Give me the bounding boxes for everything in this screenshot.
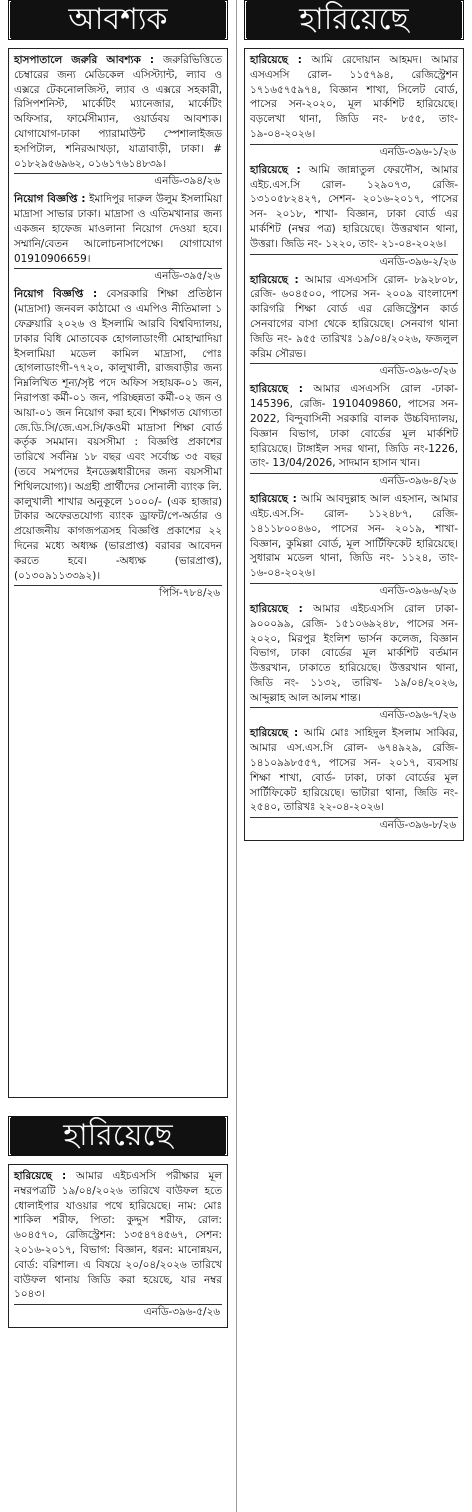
ad-code: এনডি-৩৯৫/২৬ [14, 268, 222, 283]
lost-ads-box [8, 1164, 228, 1328]
ad-code: এনডি-৩৯৬-১/২৬ [250, 144, 458, 159]
ads-box [244, 48, 464, 841]
left-column [8, 0, 228, 1328]
classified-ad: হারিয়েছে : আমার এসএসসি রোল- ৮৯২৮০৮, রেজি- ৬০৪৫০০, পাসের সন- ২০০৯ বাংলাদেশ কারিগরি শিক্ষা বোর্ড এর রেজিস্ট্রেশন কার্ড সেনবাগের বাসা থেকে হারিয়েছে। সেনবাগ থানা জিডি নং- ৯৫৫ তারিখঃ ১৯/০৪/২০২৬, ফজলুল করিম সৌরভ। [250, 273, 459, 360]
ad-code: এনডি-৩৯৬-২/২৬ [250, 254, 458, 269]
classified-ad: হারিয়েছে : আমার এইচএসসি রোল ঢাকা- ৯০০০৯৯, রেজি- ১৫১০৬৯২৪৮, পাসের সন- ২০২০, মিরপুর ইংলিশ ভার্সন কলেজ, বিজ্ঞান বিভাগ, ঢাকা বোর্ডের মূল মার্কশিট বর্তমান উত্তরখান, ঢাকাতে হারিয়েছে। উত্তরখান থানা, জিডি নং- ১১৩২, তারিখ- ১৯/০৪/২০২৬, আব্দুল্লাহ আল আলম শান্ত। [250, 602, 458, 704]
classified-ad: হারিয়েছে : আমার এইচএসসি পরীক্ষার মূল নম্বরপত্রটি ১৯/০৪/২০২৬ তারিখে বাউফল হতে ধোলাইপার যাওয়ার পথে হারিয়েছে। নাম: মোঃ শাকিল শরীফ, পিতা: কুদ্দুস শরীফ, রোল: ৬০৪৫৭০, রেজিস্ট্রেশন: ১৩৫৪৭৪৫৬৭, সেশন: ২০১৬-২০১৭, বিভাগ: বিজ্ঞান, ধরন: মানোন্নয়ন, বোর্ড: বরিশাল। এ বিষয়ে ২০/০৪/২০২৬ তারিখে বাউফল থানায় জিডি করা হয়েছে, যার নম্বর ১০৪৩। [14, 1170, 222, 1301]
ad-code: এনডি-৩৯৬-৭/২৬ [250, 707, 458, 722]
classified-ad: হারিয়েছে : আমি মোঃ সাহিদুল ইসলাম সাব্বির, আমার এস.এস.সি রোল- ৬৭৪৯২৯, রেজি- ১৪১০৯৯৮৫৫৭, পাসের সন- ২০১৭, ব্যবসায় শিক্ষা শাখা, বোর্ড- ঢাকা, ঢাকা বোর্ডের মূল সার্টিফিকেট হারিয়েছে। ভাটারা থানা, জিডি নং- ২৫৪০, তারিখঃ ২২-০৪-২০২৬। [250, 727, 458, 814]
ad-code: এনডি-৩৯৬-৪/২৬ [250, 473, 458, 488]
ad-code: এনডি-৩৯৬-৫/২৬ [14, 1304, 222, 1319]
ad-code: এনডি-৩৯৪/২৬ [14, 173, 222, 188]
ad-code: এনডি-৩৯৬-৬/২৬ [250, 583, 458, 598]
classified-ad: নিয়োগ বিজ্ঞপ্তি : বেসরকারি শিক্ষা প্রতিষ্ঠান (মাদ্রাসা) জনবল কাঠামো ও এমপিও নীতিমালা ১ ফেব্রুয়ারি ২০২৬ ও ইসলামি আরবি বিশ্ববিদ্যালয়, ঢাকার বিধি মোতাবেক হোগলাডাংগী মোহাম্মাদিয়া ইসলামিয়া মডেল কামিল মাদ্রাসা, পোঃ হোগলাডাংগী-৭৭২০, কালুখালী, রাজবাড়ীর জন্য নিম্নলিখিত শূন্য/সৃষ্ট পদে অফিস সহায়ক-০১ জন, নিরাপত্তা কর্মী-০১ জন, পরিচ্ছন্নতা কর্মী-০২ জন ও আয়া-০১ জন নিয়োগ করা হবে। শিক্ষাগত যোগ্যতা জে.ডি.সি/জে.এস.সি/কওমী মাদ্রাসা শিক্ষা বোর্ড কর্তৃক সমমান। বয়সসীমা : বিজ্ঞপ্তি প্রকাশের তারিখে সর্বনিম্ন ১৮ বছর এবং সর্বোচ্চ ৩৫ বছর (তবে সমপদের ইনডেক্সধারীদের জন্য বয়সসীমা শিথিলযোগ্য)। অগ্রহী প্রার্থীদের সোনালী ব্যাংক লি. কালুখালী শাখার অনুকূলে ১০০০/- (এক হাজার) টাকার অফেরতযোগ্য ব্যাংক ড্রাফট/পে-অর্ডার ও প্রয়োজনীয় কাগজপত্রসহ বিজ্ঞপ্তি প্রকাশের ২২ দিনের মধ্যে অধ্যক্ষ (ভারপ্রাপ্ত) বরাবর আবেদন করতে হবে। -অধ্যক্ষ (ভারপ্রাপ্ত), (০১৩০৯১১৩৩৯২)। [14, 288, 222, 582]
section-header-lost: হারিয়েছে [8, 1116, 228, 1156]
ads-box [8, 48, 228, 1098]
ad-code: পিসি-৭৮৪/২৬ [14, 585, 222, 600]
classified-ad: হারিয়েছে : আমি আবদুল্লাহ আল এহসান, আমার এইচ.এস.সি- রোল- ১১২৪৮৭, রেজি- ১৪১১৮০০৪৬০, পাসের সন- ২০১৯, শাখা- বিজ্ঞান, কুমিল্লা বোর্ড, মূল সার্টিফিকেট হারিয়েছে। সুধারাম মডেল থানা, জিডি নং- ১১২৪, তাং- ১৬-০৪-২০২৬। [250, 493, 458, 580]
ad-code: এনডি-৩৯৬-৮/২৬ [250, 817, 458, 832]
ad-code: এনডি-৩৯৬-৩/২৬ [250, 363, 458, 378]
classified-ad: নিয়োগ বিজ্ঞপ্তি : ইমাদিপুর দারুল উলুম ইসলামিয়া মাদ্রাসা সাভার ঢাকা। মাদ্রাসা ও এতিমখানার জন্য একজন হাফেজ মাওলানা নিয়োগ দেওয়া হবে। সম্মানি/বেতন আলোচনাসাপেক্ষে। যোগাযোগ 01910906659। [14, 193, 222, 265]
classified-ad: হারিয়েছে : আমার এসএসসি রোল -ঢাকা- 145396, রেজি- 1910409860, পাসের সন- 2022, বিন্দুবাসিনী সরকারি বালক উচ্চবিদ্যালয়, বিজ্ঞান বিভাগ, ঢাকা বোর্ডের মূল মার্কশিট হারিয়েছে। টাঙ্গাইল সদর থানা, জিডি নং-1226, তাং- 13/04/2026, সাদমান হাসান খান। [250, 383, 459, 470]
column-divider [236, 0, 237, 1512]
classified-ad: হারিয়েছে : আমি জান্নাতুল ফেরদৌস, আমার এইচ.এস.সি রোল- ১২৯০৭৩, রেজি- ১৩১০৫৮২৪২৭, সেশন- ২০১৬-২০১৭, পাসের সন- ২০১৮, শাখা- বিজ্ঞান, ঢাকা বোর্ড এর মার্কশিট (নম্বর পত্র) হারিয়েছে। উত্তরখান থানা, উত্তরা। জিডি নং- ১২২০, তাং- ২১-০৪-২০২৬। [250, 163, 458, 250]
right-column [244, 0, 464, 841]
classified-ad: হারিয়েছে : আমি রেদোয়ান আহমদ। আমার এসএসসি রোল- ১১৫৭৯৪, রেজিস্ট্রেশন ১৭১৬৫৭৫৯৭৪, বিজ্ঞান শাখা, সিলেট বোর্ড, পাসের সন-২০২০, মূল মার্কশিট হারিয়েছে। বড়লেখা থানা, জিডি নং- ৮৫৫, তাং- ১৯-০৪-২০২৬। [250, 54, 459, 140]
classified-ad: হাসপাতালে জরুরি আবশ্যক : জরুরিভিত্তিতে চেম্বারের জন্য মেডিকেল এসিস্ট্যান্ট, ল্যাব ও এক্সরে টেকনোলজিস্ট, ল্যাব ও এক্সরে সহকারী, রিসিপশনিস্ট, মার্কেটিং ম্যানেজার, মার্কেটিং অফিসার, ফার্মেসীম্যান, ওয়ার্ডবয় আবশ্যক। যোগাযোগ-ঢাকা প্যারামাউন্ট স্পেশালাইজড হসপিটাল, শনিরআখড়া, যাত্রাবাড়ী, ঢাকা। # ০১৮২৯৫৬৯৬২, ০১৬১৭৬১৪৮৩৯। [14, 54, 222, 170]
section-header-required: আবশ্যক [8, 0, 228, 40]
section-header-lost: হারিয়েছে [244, 0, 464, 40]
